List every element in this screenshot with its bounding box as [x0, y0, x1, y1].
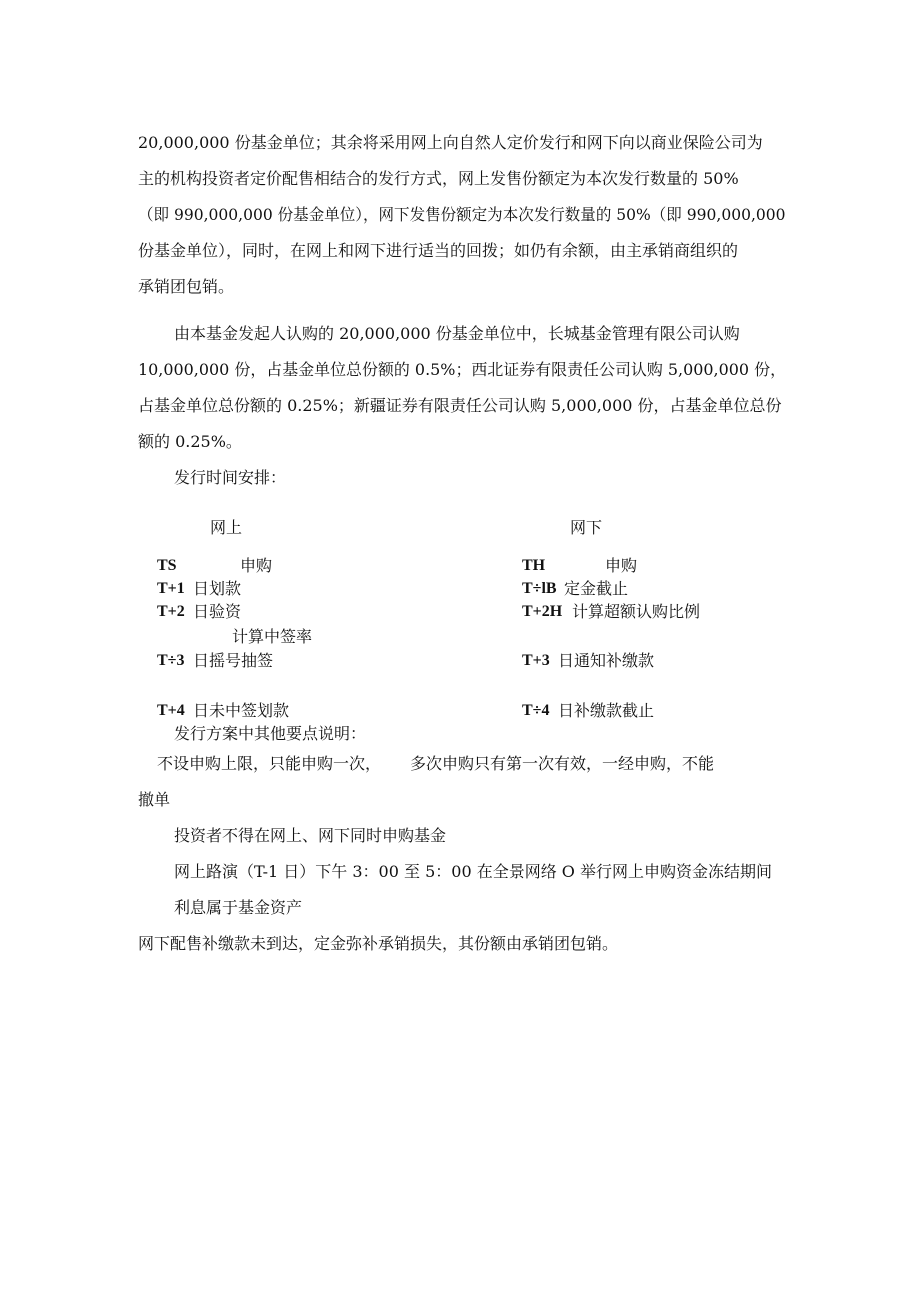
offline-column-title: 网下 — [570, 518, 603, 537]
online-row-text: 日划款 — [193, 579, 242, 598]
offline-row-day: TH — [522, 557, 546, 574]
online-row-day: T+1 — [157, 580, 185, 597]
online-row-text: 日验资 — [193, 602, 242, 621]
paragraph2-line1: 由本基金发起人认购的 20,000,000 份基金单位中，长城基金管理有限公司认购 — [174, 324, 740, 343]
offline-row-day: T+2H — [522, 603, 563, 620]
paragraph1-line2: 主的机构投资者定价配售相结合的发行方式，网上发售份额定为本次发行数量的 50% — [138, 169, 739, 188]
online-row-day: T+2 — [157, 603, 185, 620]
schedule-heading: 发行时间安排： — [174, 468, 287, 487]
paragraph1-line3: （即 990,000,000 份基金单位），网下发售份额定为本次发行数量的 50%（即 990,000,000 — [138, 205, 786, 224]
offline-row-day: T÷lB — [522, 580, 557, 597]
online-row-text: 申购 — [240, 556, 273, 575]
offline-row-day: T÷4 — [522, 702, 550, 719]
offline-row-day: T+3 — [522, 652, 550, 669]
paragraph1-line1: 20,000,000 份基金单位；其余将采用网上向自然人定价发行和网下向以商业保险公司为 — [138, 133, 763, 152]
online-row-text: 计算中签率 — [232, 627, 313, 646]
note-item1-part3: 撤单 — [138, 790, 171, 809]
online-column-title: 网上 — [210, 518, 243, 537]
offline-row-text: 日补缴款截止 — [558, 701, 655, 720]
note-item5: 网下配售补缴款未到达，定金弥补承销损失，其份额由承销团包销。 — [138, 934, 619, 953]
paragraph2-line2: 10,000,000 份，占基金单位总份额的 0.5%；西北证券有限责任公司认购 5,000,000 份， — [138, 360, 787, 379]
note-item1-part1: 不设申购上限，只能申购一次， — [157, 754, 382, 773]
online-row-text: 日未中签划款 — [193, 701, 290, 720]
offline-row-text: 计算超额认购比例 — [572, 602, 701, 621]
paragraph1-line5: 承销团包销。 — [138, 277, 235, 296]
note-item1-part2: 多次申购只有第一次有效，一经申购，不能 — [410, 754, 715, 773]
online-row-day: T÷3 — [157, 652, 185, 669]
online-row-day: T+4 — [157, 702, 185, 719]
offline-row-text: 定金截止 — [564, 579, 629, 598]
offline-row-text: 申购 — [605, 556, 638, 575]
note-item4: 利息属于基金资产 — [174, 898, 303, 917]
notes-heading: 发行方案中其他要点说明： — [174, 724, 367, 743]
paragraph2-line4: 额的 0.25%。 — [138, 432, 242, 451]
online-row-day: TS — [157, 557, 177, 574]
paragraph1-line4: 份基金单位），同时，在网上和网下进行适当的回拨；如仍有余额，由主承销商组织的 — [138, 241, 739, 260]
note-item2: 投资者不得在网上、网下同时申购基金 — [174, 826, 447, 845]
offline-row-text: 日通知补缴款 — [558, 651, 655, 670]
note-item3: 网上路演（T-1 日）下午 3：00 至 5：00 在全景网络 O 举行网上申购资金冻结期间 — [174, 862, 772, 881]
paragraph2-line3: 占基金单位总份额的 0.25%；新疆证券有限责任公司认购 5,000,000 份，占基金单位总份 — [138, 396, 782, 415]
online-row-text: 日摇号抽签 — [193, 651, 274, 670]
